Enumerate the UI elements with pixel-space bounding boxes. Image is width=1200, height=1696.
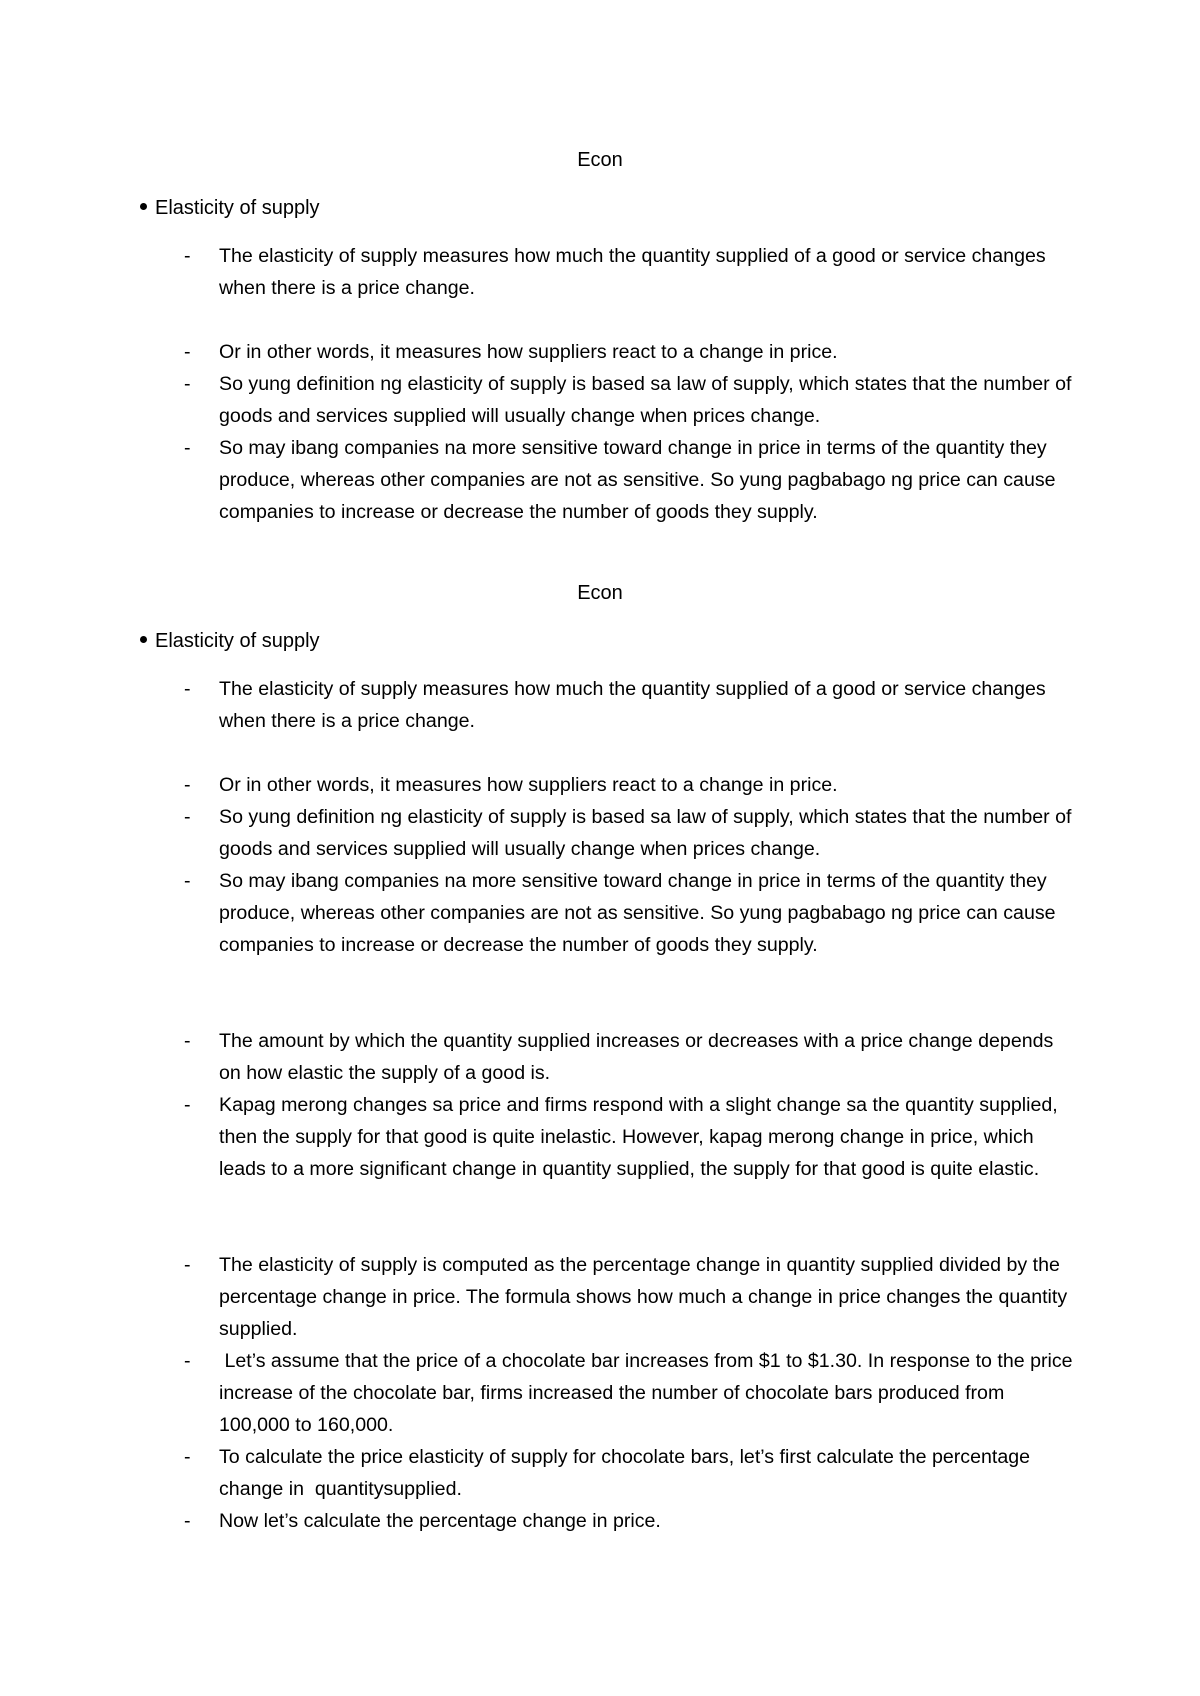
dash-icon: - — [184, 774, 191, 796]
list-item-text: So yung definition ng elasticity of supply is based sa law of supply, which states that the number of goods and services supplied will usually change when prices change. — [219, 806, 1072, 860]
list-item-text: The elasticity of supply measures how much the quantity supplied of a good or service changes when there is a price change. — [219, 245, 1046, 299]
section-title: Econ — [577, 149, 623, 171]
dash-icon: - — [184, 1030, 191, 1052]
list-item-text: To calculate the price elasticity of supply for chocolate bars, let’s first calculate the percentage change in quantitysupplied. — [219, 1446, 1036, 1500]
dash-icon: - — [184, 1094, 191, 1116]
dash-icon: - — [184, 1350, 191, 1372]
dash-icon: - — [184, 806, 191, 828]
list-item-text: The elasticity of supply measures how much the quantity supplied of a good or service changes when there is a price change. — [219, 678, 1046, 732]
list-item-text: So yung definition ng elasticity of supply is based sa law of supply, which states that the number of goods and services supplied will usually change when prices change. — [219, 373, 1072, 427]
list-item-text: Kapag merong changes sa price and firms respond with a slight change sa the quantity supplied, then the supply for that good is quite inelastic. However, kapag merong change in price, which leads to a more significant change in quantity supplied, the supply for that good is quite elastic. — [219, 1094, 1058, 1180]
dash-icon: - — [184, 1254, 191, 1276]
dash-icon: - — [184, 678, 191, 700]
bullet-heading — [140, 192, 320, 224]
bullet-icon — [140, 636, 147, 643]
list-item-text: So may ibang companies na more sensitive toward change in price in terms of the quantity they produce, whereas other companies are not as sensitive. So yung pagbabago ng price can cause companies to increase or decrease the number of goods they supply. — [219, 870, 1056, 956]
dash-icon: - — [184, 245, 191, 267]
list-item-text: Now let’s calculate the percentage change in price. — [219, 1510, 661, 1532]
list-item-text: The amount by which the quantity supplied increases or decreases with a price change depends on how elastic the supply of a good is. — [219, 1030, 1054, 1084]
bullet-icon — [140, 203, 147, 210]
bullet-heading-label: Elasticity of supply — [155, 197, 320, 219]
dash-icon: - — [184, 341, 191, 363]
list-item-text: Or in other words, it measures how suppliers react to a change in price. — [219, 774, 838, 796]
bullet-heading-label: Elasticity of supply — [155, 630, 320, 652]
dash-icon: - — [184, 437, 191, 459]
list-item-text: Let’s assume that the price of a chocolate bar increases from $1 to $1.30. In response to the price increase of the chocolate bar, firms increased the number of chocolate bars produced from 100,000 to 160,000. — [219, 1350, 1079, 1436]
section-title: Econ — [577, 582, 623, 604]
dash-icon: - — [184, 1510, 191, 1532]
dash-icon: - — [184, 1446, 191, 1468]
dash-icon: - — [184, 870, 191, 892]
bullet-heading — [140, 625, 320, 657]
dash-icon: - — [184, 373, 191, 395]
list-item-text: So may ibang companies na more sensitive toward change in price in terms of the quantity they produce, whereas other companies are not as sensitive. So yung pagbabago ng price can cause companies to increase or decrease the number of goods they supply. — [219, 437, 1056, 523]
list-item-text: The elasticity of supply is computed as the percentage change in quantity supplied divided by the percentage change in price. The formula shows how much a change in price changes the quantity supplied. — [219, 1254, 1068, 1340]
list-item-text: Or in other words, it measures how suppliers react to a change in price. — [219, 341, 838, 363]
